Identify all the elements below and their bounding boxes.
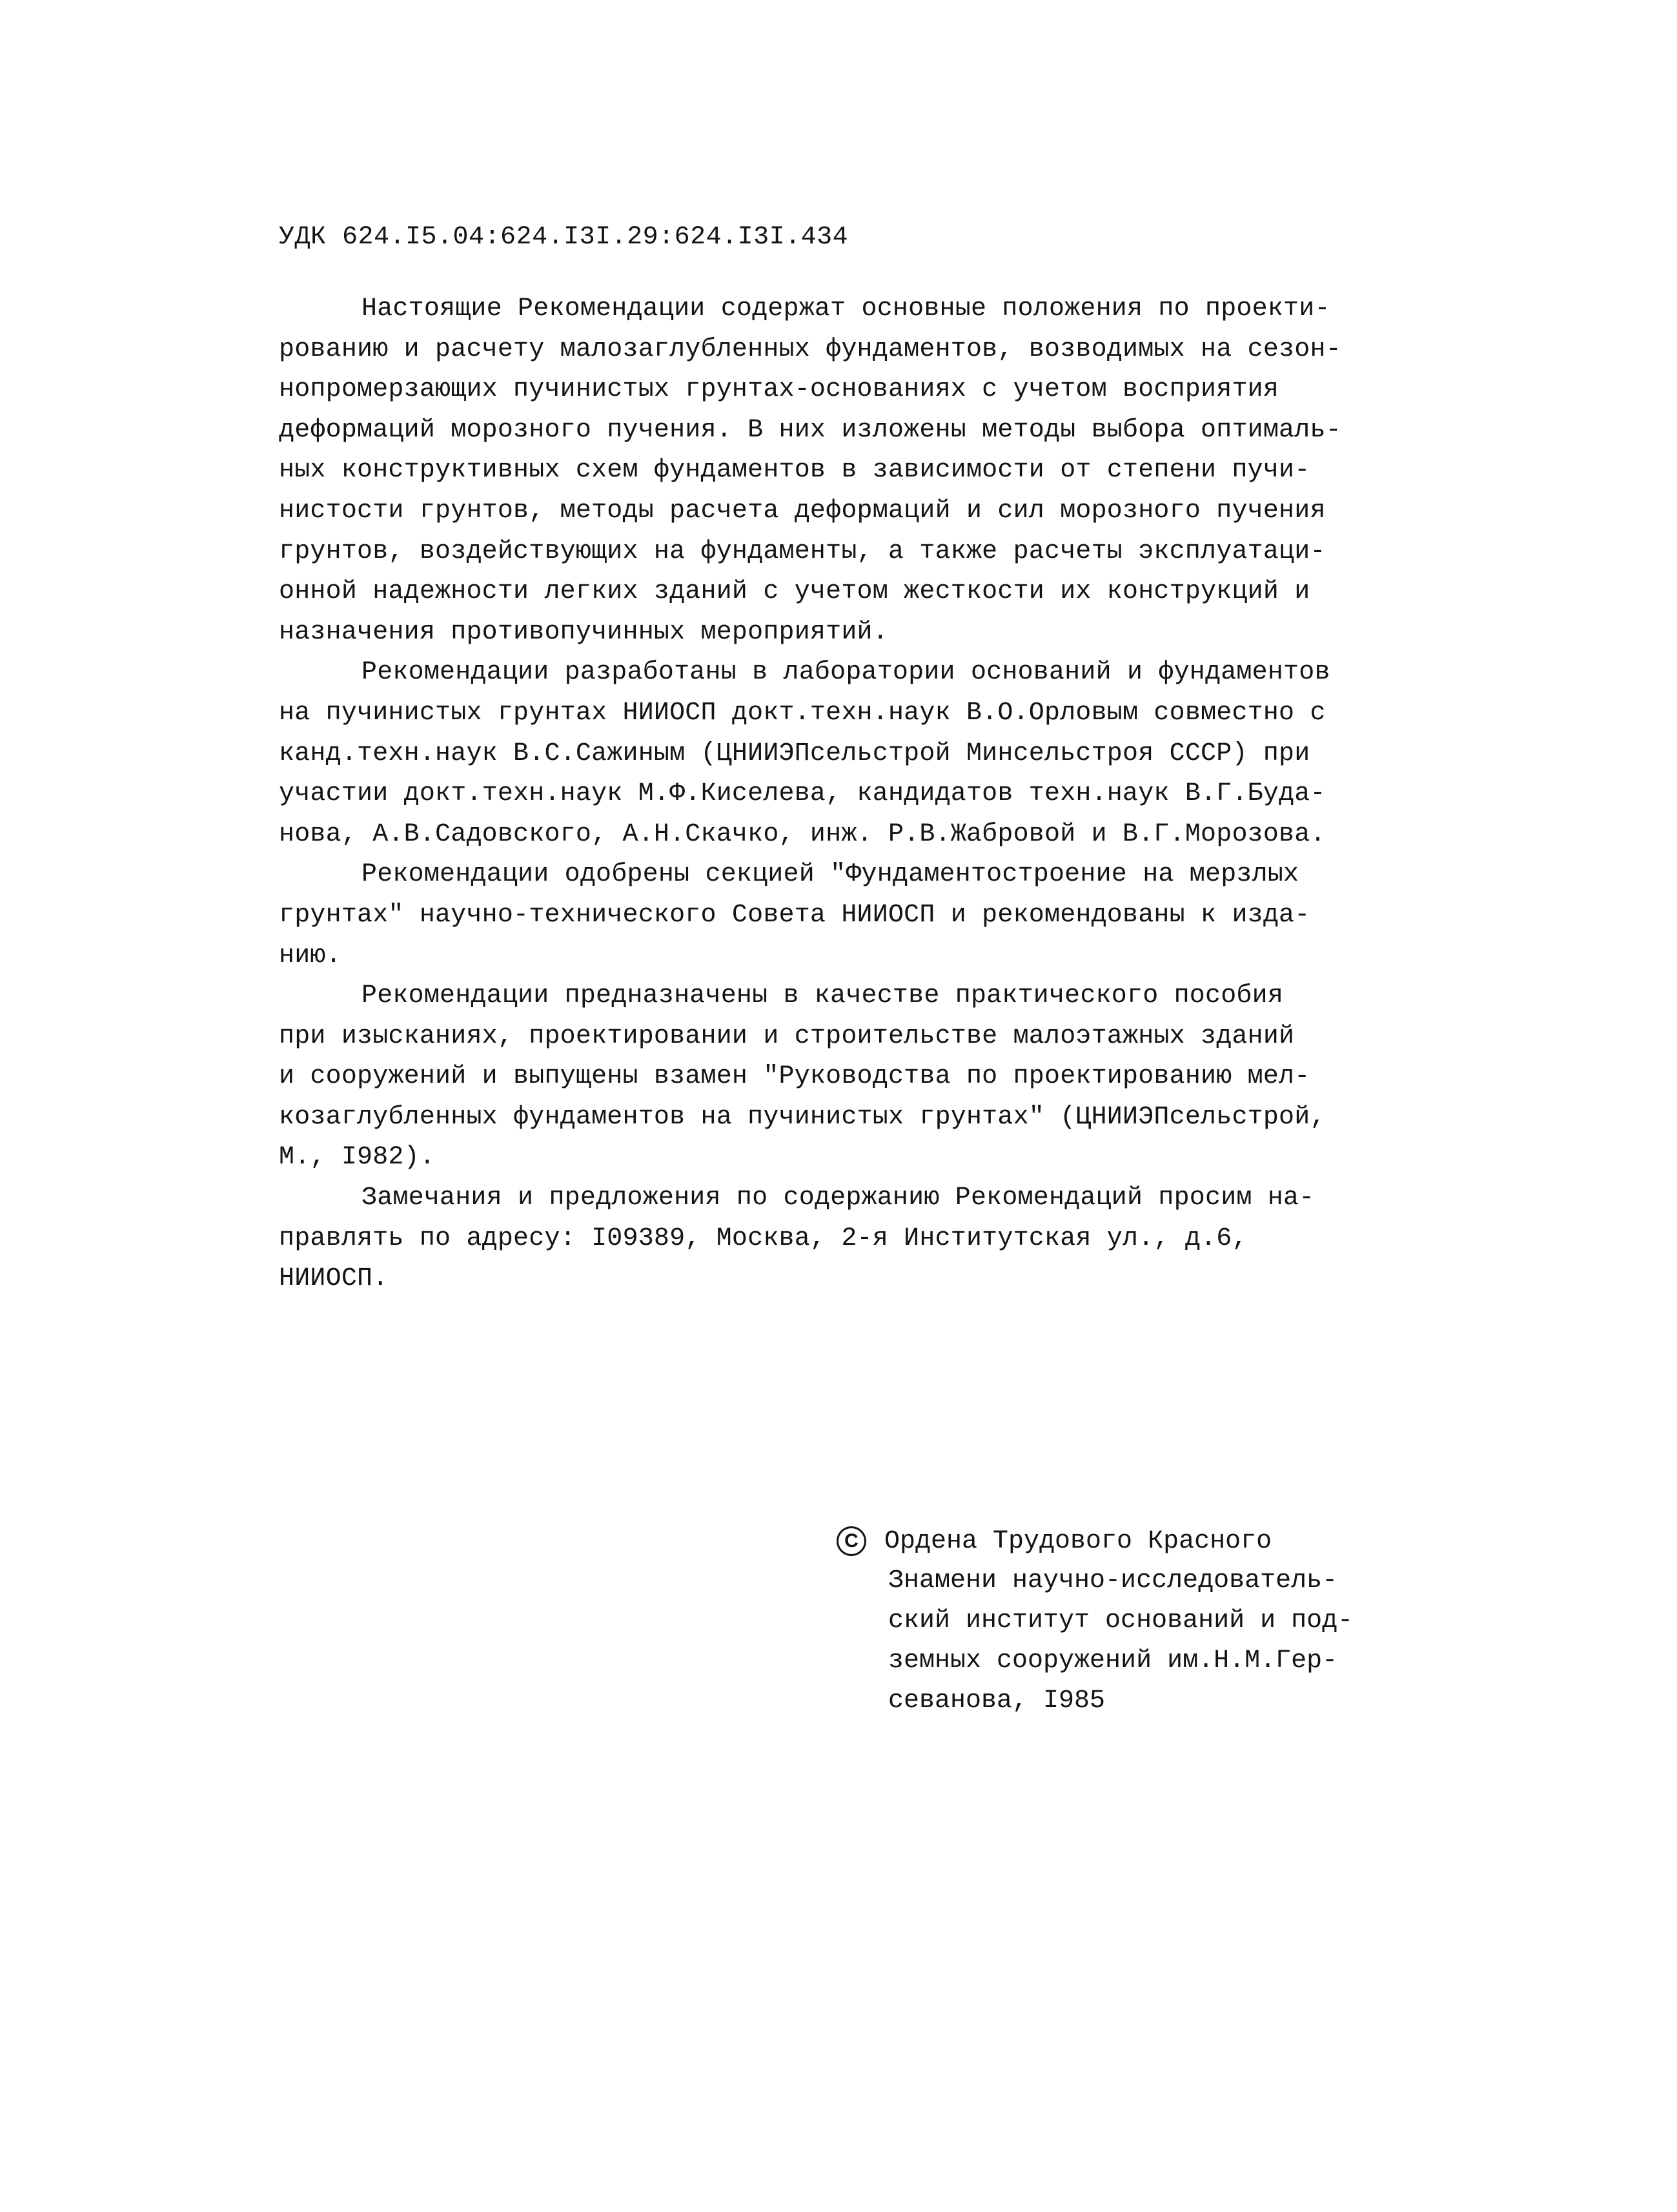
text-line: правлять по адресу: I09389, Москва, 2-я Институтская ул., д.6,	[279, 1224, 1248, 1253]
text-line: нопромерзающих пучинистых грунтах-основаниях с учетом восприятия	[279, 375, 1279, 405]
text-line: деформаций морозного пучения. В них изложены методы выбора оптималь-	[279, 415, 1341, 445]
text-line: грунтах" научно-технического Совета НИИОСП и рекомендованы к изда-	[279, 900, 1310, 930]
text-line: онной надежности легких зданий с учетом жесткости их конструкций и	[279, 577, 1310, 607]
udk-classification: УДК 624.I5.04:624.I3I.29:624.I3I.434	[279, 223, 849, 252]
text-line: ных конструктивных схем фундаментов в зависимости от степени пучи-	[279, 456, 1310, 486]
text-line: рованию и расчету малозаглубленных фундаментов, возводимых на сезон-	[279, 334, 1341, 364]
text-line: М., I982).	[279, 1143, 436, 1173]
text-line: Рекомендации разработаны в лаборатории оснований и фундаментов	[361, 658, 1330, 688]
copyright-line: земных сооружений им.Н.М.Гер-	[888, 1646, 1338, 1675]
paragraph-overview	[279, 289, 1415, 653]
text-line: Замечания и предложения по содержанию Рекомендаций просим на-	[361, 1183, 1315, 1213]
copyright-line: Ордена Трудового Красного	[884, 1526, 1272, 1556]
text-line: и сооружений и выпущены взамен "Руководства по проектированию мел-	[279, 1062, 1310, 1092]
text-line: Рекомендации одобрены секцией "Фундаментостроение на мерзлых	[361, 860, 1299, 890]
text-line: НИИОСП.	[279, 1264, 389, 1294]
text-line: на пучинистых грунтах НИИОСП докт.техн.наук В.О.Орловым совместно с	[279, 698, 1326, 728]
copyright-icon: C	[837, 1526, 866, 1556]
paragraph-approval	[279, 855, 1415, 976]
text-line: участии докт.техн.наук М.Ф.Киселева, кандидатов техн.наук В.Г.Буда-	[279, 779, 1326, 809]
text-line: канд.техн.наук В.С.Сажиным (ЦНИИЭПсельстрой Минсельстроя СССР) при	[279, 739, 1310, 768]
copyright-notice	[837, 1521, 1418, 1721]
copyright-line: Знамени научно-исследователь-	[888, 1566, 1338, 1595]
text-line: назначения противопучинных мероприятий.	[279, 617, 888, 647]
copyright-line: ский институт оснований и под-	[888, 1606, 1354, 1635]
copyright-first-line	[837, 1521, 1418, 1561]
copyright-line: севанова, I985	[888, 1686, 1106, 1715]
paragraph-authors	[279, 653, 1415, 855]
text-line: нова, А.В.Садовского, А.Н.Скачко, инж. Р.В.Жабровой и В.Г.Морозова.	[279, 819, 1326, 849]
document-body	[279, 289, 1415, 1300]
text-line: Рекомендации предназначены в качестве практического пособия	[361, 981, 1284, 1011]
paragraph-purpose	[279, 976, 1415, 1178]
text-line: грунтов, воздействующих на фундаменты, а также расчеты эксплуатаци-	[279, 537, 1326, 566]
text-line: нистости грунтов, методы расчета деформаций и сил морозного пучения	[279, 496, 1326, 526]
text-line: Настоящие Рекомендации содержат основные положения по проекти-	[361, 294, 1330, 323]
paragraph-feedback	[279, 1178, 1415, 1300]
text-line: при изысканиях, проектировании и строительстве малоэтажных зданий	[279, 1021, 1295, 1051]
text-line: козаглубленных фундаментов на пучинистых грунтах" (ЦНИИЭПсельстрой,	[279, 1102, 1326, 1132]
text-line: нию.	[279, 941, 341, 970]
